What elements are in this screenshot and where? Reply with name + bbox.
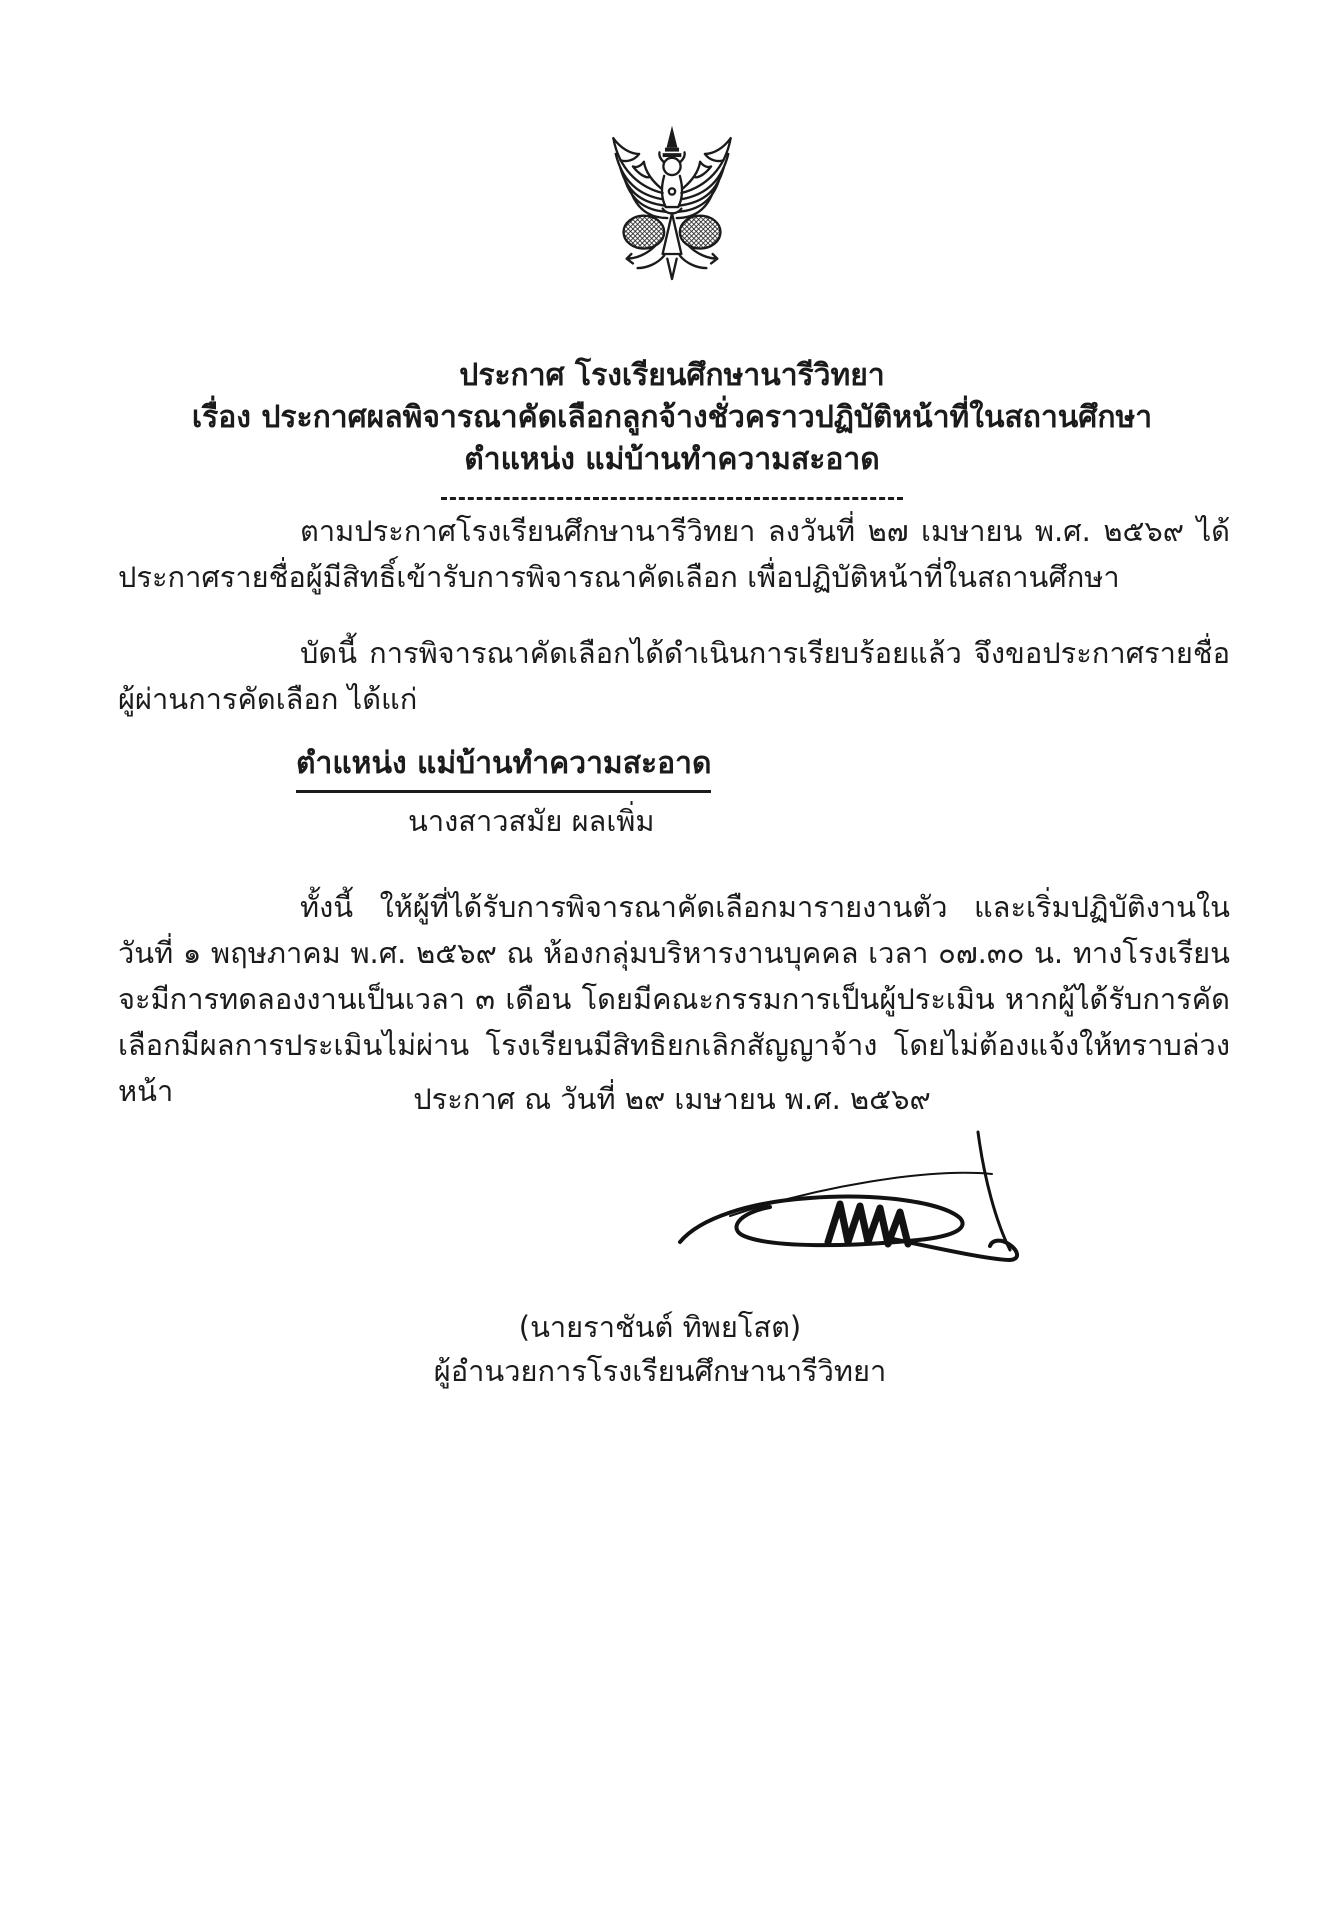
signer-title: ผู้อำนวยการโรงเรียนศึกษานารีวิทยา (433, 1354, 887, 1388)
announcement-subject: เรื่อง ประกาศผลพิจารณาคัดเลือกลูกจ้างชั่วคราวปฏิบัติหน้าที่ในสถานศึกษา (191, 400, 1153, 435)
announcement-title: ประกาศ โรงเรียนศึกษานารีวิทยา (459, 358, 885, 393)
paragraph-conditions: ทั้งนี้ ให้ผู้ที่ได้รับการพิจารณาคัดเลือกมารายงานตัว และเริ่มปฏิบัติงานในวันที่ ๑ พฤษภาคม พ.ศ. ๒๕๖๙ ณ ห้องกลุ่มบริหารงานบุคคล เวลา ๐๗.๓๐ น. ทางโรงเรียนจะมีการทดลองงานเป็นเวลา ๓ เดือน โดยมีคณะกรรมการเป็นผู้ประเมิน หากผู้ได้รับการคัดเลือกมีผลการประเมินไม่ผ่าน โรงเรียนมีสิทธิยกเลิกสัญญาจ้าง โดยไม่ต้องแจ้งให้ทราบล่วงหน้า (118, 890, 1230, 1108)
garuda-emblem-icon (586, 118, 758, 304)
announcement-date-line: ประกาศ ณ วันที่ ๒๙ เมษายน พ.ศ. ๒๕๖๙ (413, 1082, 931, 1116)
paragraph-result: บัดนี้ การพิจารณาคัดเลือกได้ดำเนินการเรียบร้อยแล้ว จึงขอประกาศรายชื่อผู้ผ่านการคัดเลือก ได้แก่ (118, 636, 1230, 716)
position-heading-wrap (296, 740, 711, 793)
paragraph-intro: ตามประกาศโรงเรียนศึกษานารีวิทยา ลงวันที่ ๒๗ เมษายน พ.ศ. ๒๕๖๙ ได้ประกาศรายชื่อผู้มีสิทธิ์เข้ารับการพิจารณาคัดเลือก เพื่อปฏิบัติหน้าที่ในสถานศึกษา (118, 514, 1230, 594)
selected-candidate-name: นางสาวสมัย ผลเพิ่ม (408, 804, 655, 838)
position-heading: ตำแหน่ง แม่บ้านทำความสะอาด (296, 740, 711, 793)
announcement-position-line: ตำแหน่ง แม่บ้านทำความสะอาด (464, 442, 880, 477)
signature-icon (660, 1118, 1040, 1293)
signer-name: (นายราชันต์ ทิพยโสต) (518, 1310, 802, 1344)
dashed-divider (441, 497, 903, 500)
